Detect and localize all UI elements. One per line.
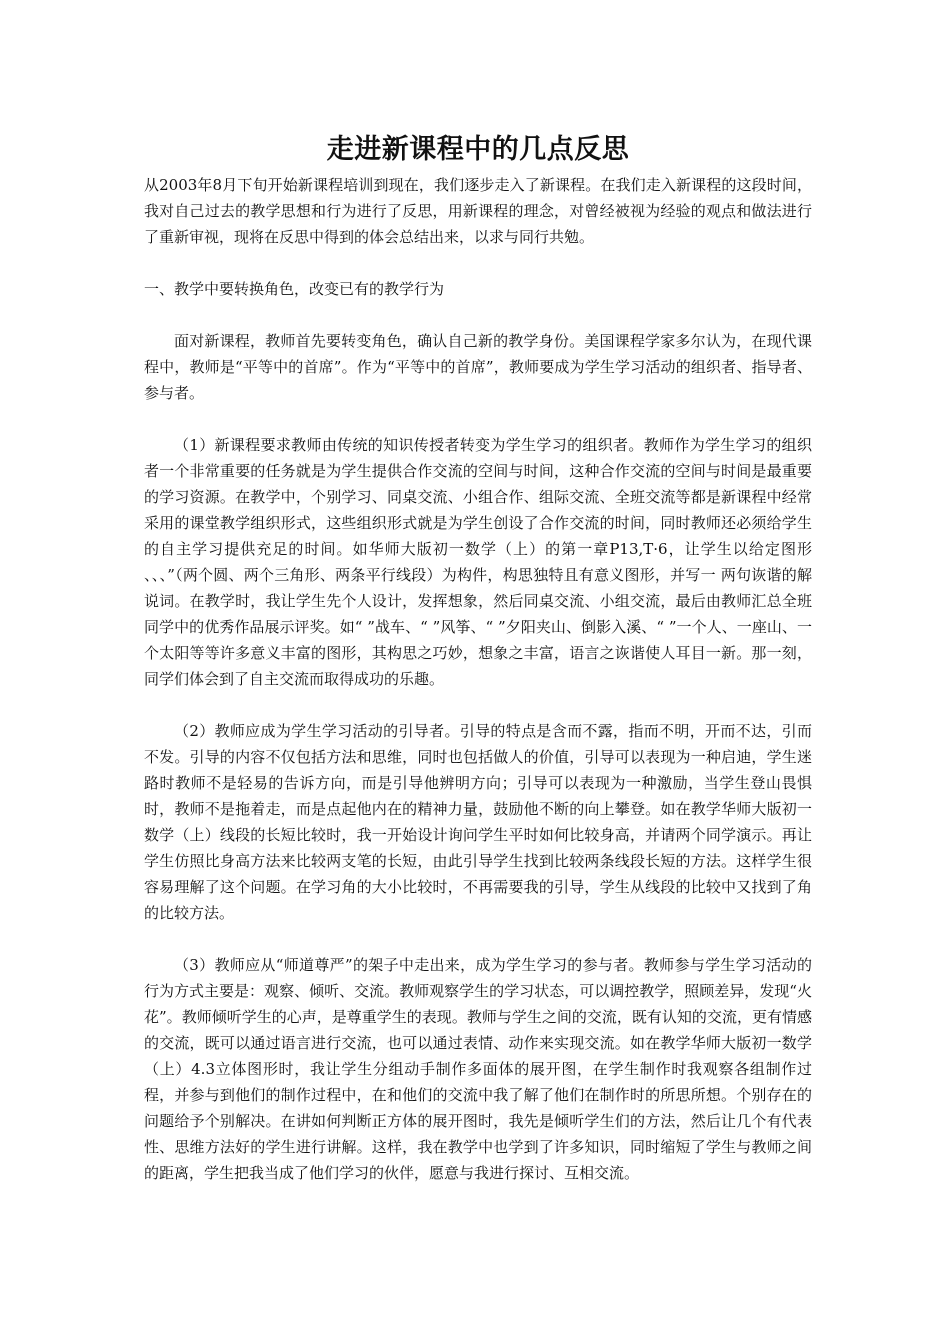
intro-paragraph: 从2003年8月下旬开始新课程培训到现在，我们逐步走入了新课程。在我们走入新课程的这段时间，我对自己过去的教学思想和行为进行了反思，用新课程的理念，对曾经被视为经验的观点和做法进行了重新审视，现将在反思中得到的体会总结出来，以求与同行共勉。 (144, 176, 812, 246)
spacer (144, 302, 812, 328)
paragraph-role-change: 面对新课程，教师首先要转变角色，确认自己新的教学身份。美国课程学家多尔认为，在现代课程中，教师是“平等中的首席”。作为“平等中的首席”，教师要成为学生学习活动的组织者、指导者、参与者。 (144, 332, 812, 402)
paragraph-guide: （2）教师应成为学生学习活动的引导者。引导的特点是含而不露，指而不明，开而不达，引而不发。引导的内容不仅包括方法和思维，同时也包括做人的价值，引导可以表现为一种启迪，学生迷路时教师不是轻易的告诉方向，而是引导他辨明方向；引导可以表现为一种激励，当学生登山畏惧时，教师不是拖着走，而是点起他内在的精神力量，鼓励他不断的向上攀登。如在教学华师大版初一数学（上）线段的长短比较时，我一开始设计询问学生平时如何比较身高，并请两个同学演示。再让学生仿照比身高方法来比较两支笔的长短，由此引导学生找到比较两条线段长短的方法。这样学生很容易理解了这个问题。在学习角的大小比较时，不再需要我的引导，学生从线段的比较中又找到了角的比较方法。 (144, 722, 812, 922)
spacer (144, 926, 812, 952)
spacer (144, 406, 812, 432)
spacer (144, 692, 812, 718)
document-page (144, 128, 812, 1186)
document-title: 走进新课程中的几点反思 (326, 134, 630, 165)
spacer (144, 250, 812, 276)
section-heading: 一、教学中要转换角色，改变已有的教学行为 (144, 280, 445, 298)
paragraph-participant: （3）教师应从“师道尊严”的架子中走出来，成为学生学习的参与者。教师参与学生学习活动的行为方式主要是：观察、倾听、交流。教师观察学生的学习状态，可以调控教学，照顾差异，发现“火花”。教师倾听学生的心声，是尊重学生的表现。教师与学生之间的交流，既有认知的交流，更有情感的交流，既可以通过语言进行交流，也可以通过表情、动作来实现交流。如在教学华师大版初一数学（上）4.3立体图形时，我让学生分组动手制作多面体的展开图，在学生制作时我观察各组制作过程，并参与到他们的制作过程中，在和他们的交流中我了解了他们在制作时的所思所想。个别存在的问题给予个别解决。在讲如何判断正方体的展开图时，我先是倾听学生们的方法，然后让几个有代表性、思维方法好的学生进行讲解。这样，我在教学中也学到了许多知识，同时缩短了学生与教师之间的距离，学生把我当成了他们学习的伙伴，愿意与我进行探讨、互相交流。 (144, 956, 812, 1182)
paragraph-organizer: （1）新课程要求教师由传统的知识传授者转变为学生学习的组织者。教师作为学生学习的组织者一个非常重要的任务就是为学生提供合作交流的空间与时间，这种合作交流的空间与时间是最重要的学习资源。在教学中，个别学习、同桌交流、小组合作、组际交流、全班交流等都是新课程中经常采用的课堂教学组织形式，这些组织形式就是为学生创设了合作交流的时间，同时教师还必须给学生的自主学习提供充足的时间。如华师大版初一数学（上）的第一章P13,T·6，让学生以给定图形 、、、”（两个圆、两个三角形、两条平行线段）为构件，构思独特且有意义图形，并写一 两句诙谐的解说词。在教学时，我让学生先个人设计，发挥想象，然后同桌交流、小组交流，最后由教师汇总全班同学中的优秀作品展示评奖。如“ ”战车、“ ”风筝、“ ”夕阳夹山、倒影入溪、“ ”一个人、一座山、一个太阳等等许多意义丰富的图形，其构思之巧妙，想象之丰富，语言之诙谐使人耳目一新。那一刻，同学们体会到了自主交流而取得成功的乐趣。 (144, 436, 812, 688)
